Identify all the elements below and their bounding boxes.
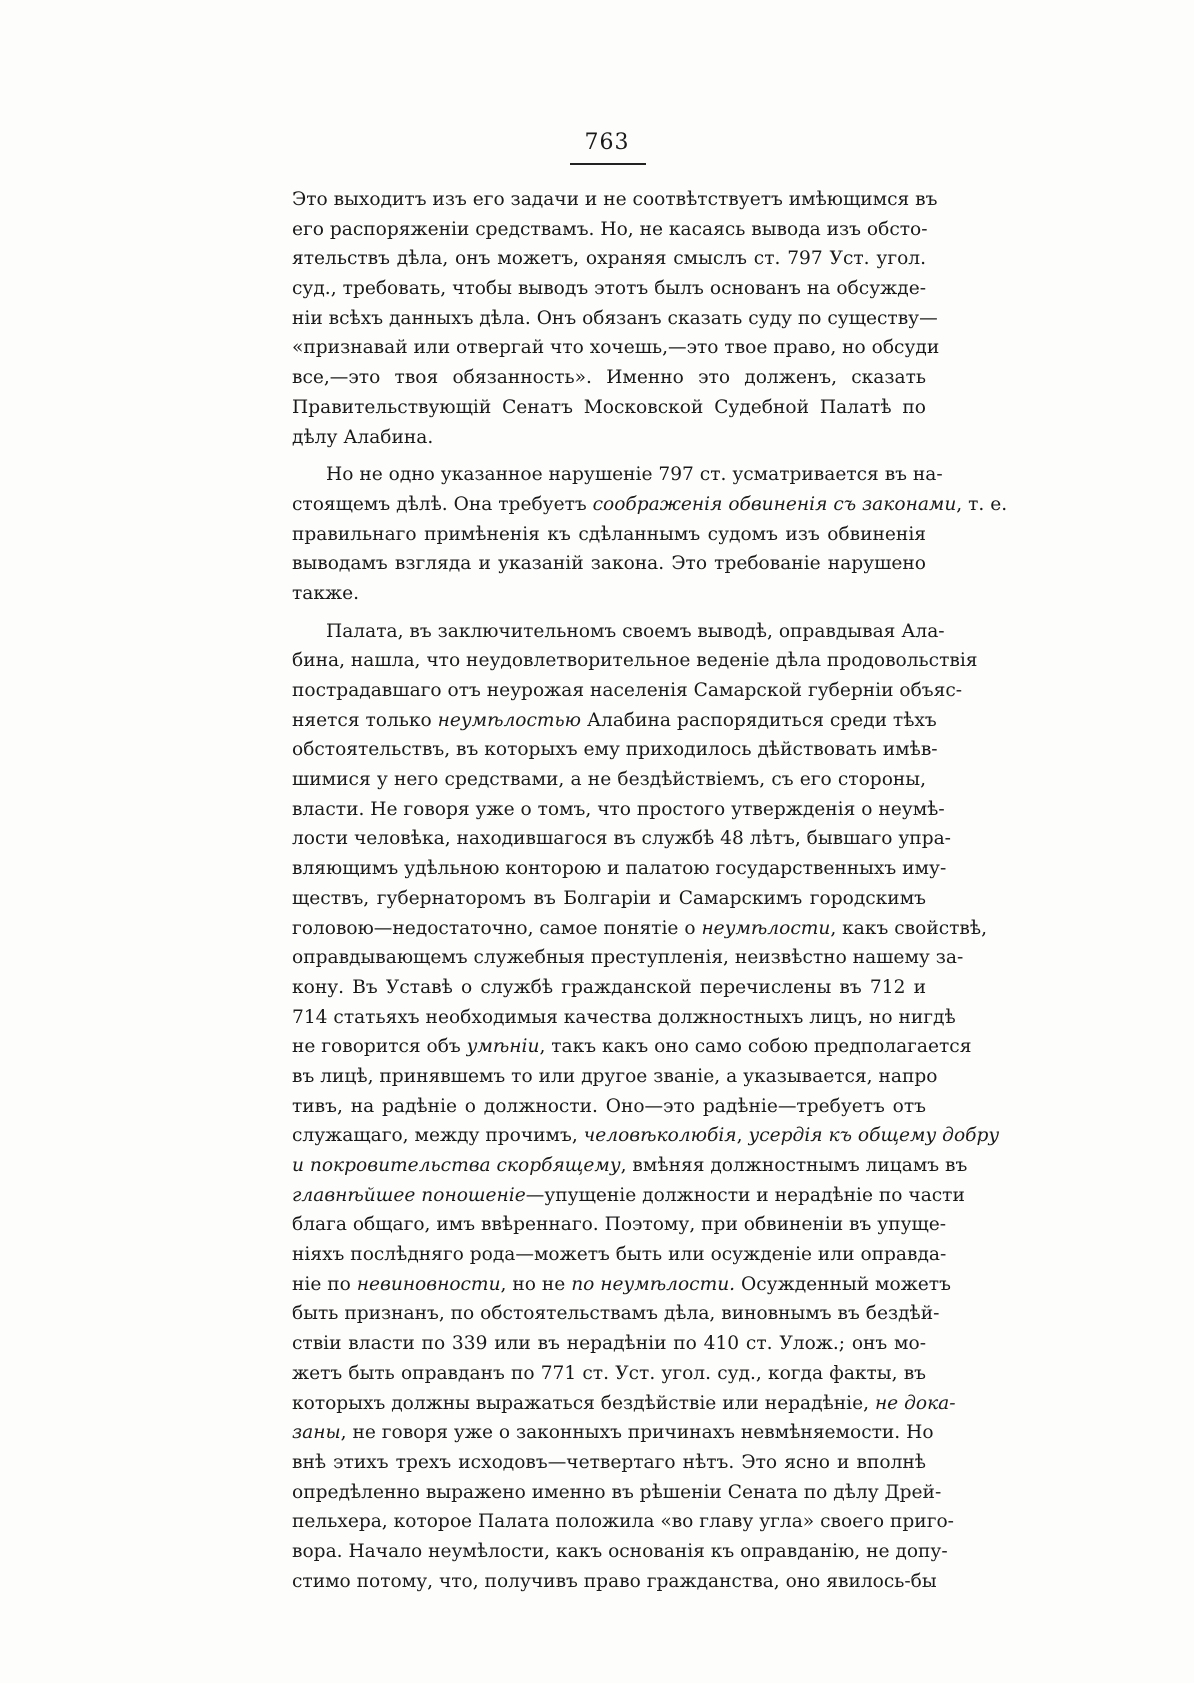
text-line: Это выходитъ изъ его задачи и не соотвѣтствуетъ имѣющимся въ	[292, 189, 938, 210]
body-text	[292, 185, 1008, 1596]
text-line: лости человѣка, находившагося въ службѣ 48 лѣтъ, бывшаго упра-	[292, 828, 951, 850]
text-line: жетъ быть оправданъ по 771 ст. Уст. угол. суд., когда факты, въ	[292, 1362, 926, 1384]
text-line: внѣ этихъ трехъ исходовъ—четвертаго нѣтъ. Это ясно и вполнѣ	[292, 1451, 926, 1473]
text-line: главнѣйшее поношеніе—упущеніе должности и нерадѣніе по части	[292, 1184, 965, 1206]
text-line: дѣлу Алабина.	[292, 426, 434, 448]
text-line: ніе по невиновности, но не по неумѣлости. Осужденный можетъ	[292, 1273, 951, 1295]
text-line: ніяхъ послѣдняго рода—можетъ быть или осужденіе или оправда-	[292, 1244, 947, 1266]
text-line: вляющимъ удѣльною конторою и палатою государственныхъ иму-	[292, 858, 947, 880]
paragraph	[292, 460, 1008, 608]
text-line: 714 статьяхъ необходимыя качества должностныхъ лицъ, но нигдѣ	[292, 1006, 956, 1028]
text-line: все,—это твоя обязанность». Именно это долженъ, сказать	[292, 367, 926, 389]
text-line: оправдывающемъ служебныя преступленія, неизвѣстно нашему за-	[292, 947, 964, 969]
text-line: няется только неумѣлостью Алабина распорядиться среди тѣхъ	[292, 709, 937, 731]
text-line: его распоряженіи средствамъ. Но, не касаясь вывода изъ обсто-	[292, 218, 928, 240]
text-line: Палата, въ заключительномъ своемъ выводѣ, оправдывая Ала-	[326, 620, 945, 642]
text-line: и покровительства скорбящему, вмѣняя должностнымъ лицамъ въ	[292, 1155, 968, 1176]
text-line: суд., требовать, чтобы выводъ этотъ былъ основанъ на обсужде-	[292, 278, 926, 300]
text-line: ніи всѣхъ данныхъ дѣла. Онъ обязанъ сказать суду по существу—	[292, 307, 938, 329]
text-line: шимися у него средствами, а не бездѣйствіемъ, съ его стороны,	[292, 769, 926, 791]
text-line: ятельствъ дѣла, онъ можетъ, охраняя смыслъ ст. 797 Уст. угол.	[292, 248, 926, 270]
text-line: не говорится объ умѣніи, такъ какъ оно само собою предполагается	[292, 1036, 972, 1058]
text-line: ществъ, губернаторомъ въ Болгаріи и Самарскимъ городскимъ	[292, 887, 926, 909]
text-line: бина, нашла, что неудовлетворительное веденіе дѣла продовольствія	[292, 650, 978, 672]
page-number: 763	[584, 130, 630, 155]
text-line: Но не одно указанное нарушеніе 797 ст. усматривается въ на-	[326, 464, 943, 486]
text-line: вора. Начало неумѣлости, какъ основанія къ оправданію, не допу-	[292, 1540, 948, 1562]
text-line: «признавай или отвергай что хочешь,—это твое право, но обсуди	[292, 337, 940, 359]
text-line: правильнаго примѣненія къ сдѣланнымъ судомъ изъ обвиненія	[292, 523, 926, 545]
text-line: служащаго, между прочимъ, человѣколюбія, усердія къ общему добру	[292, 1125, 1000, 1147]
text-line: быть признанъ, по обстоятельствамъ дѣла, виновнымъ въ бездѣй-	[292, 1303, 940, 1325]
paragraph-gap	[292, 609, 926, 617]
text-line: головою—недостаточно, самое понятіе о неумѣлости, какъ свойствѣ,	[292, 917, 988, 939]
text-line: выводамъ взгляда и указаній закона. Это требованіе нарушено	[292, 553, 926, 575]
text-line: кону. Въ Уставѣ о службѣ гражданской перечислены въ 712 и	[292, 976, 926, 998]
text-line: власти. Не говоря уже о томъ, что простого утвержденія о неумѣ-	[292, 798, 945, 820]
text-line: пельхера, которое Палата положила «во главу угла» своего приго-	[292, 1511, 954, 1533]
text-line: ствіи власти по 339 или въ нерадѣніи по 410 ст. Улож.; онъ мо-	[292, 1333, 926, 1355]
paragraph	[292, 185, 940, 452]
text-line: пострадавшаго отъ неурожая населенія Самарской губерніи объяс-	[292, 680, 963, 701]
text-line: которыхъ должны выражаться бездѣйствіе или нерадѣніе, не дока-	[292, 1392, 956, 1414]
text-line: Правительствующій Сенатъ Московской Судебной Палатѣ по	[292, 396, 926, 418]
text-line: тивъ, на радѣніе о должности. Оно—это радѣніе—требуетъ отъ	[292, 1095, 926, 1117]
text-line: опредѣленно выражено именно въ рѣшеніи Сената по дѣлу Дрей-	[292, 1481, 942, 1503]
text-line: стимо потому, что, получивъ право гражданства, оно явилось-бы	[292, 1570, 937, 1592]
page-number-underline	[570, 163, 646, 165]
paragraph	[292, 617, 1000, 1597]
text-line: блага общаго, имъ ввѣреннаго. Поэтому, при обвиненіи въ упуще-	[292, 1214, 947, 1236]
paragraph-gap	[292, 452, 926, 460]
text-line: въ лицѣ, принявшемъ то или другое званіе, а указывается, напро	[292, 1065, 938, 1087]
text-line: обстоятельствъ, въ которыхъ ему приходилось дѣйствовать имѣв-	[292, 739, 938, 761]
text-line: заны, не говоря уже о законныхъ причинахъ невмѣняемости. Но	[292, 1422, 934, 1444]
text-line: стоящемъ дѣлѣ. Она требуетъ соображенія обвиненія съ законами, т. е.	[292, 493, 1008, 515]
text-line: также.	[292, 582, 360, 604]
